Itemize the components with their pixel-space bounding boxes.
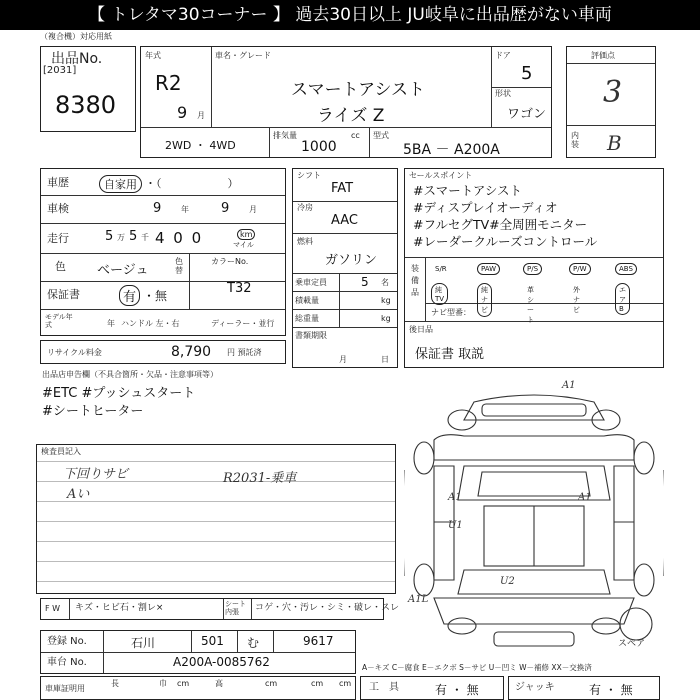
year-era: R2 [155, 71, 182, 95]
capacity-unit: 名 [381, 278, 389, 287]
inspector-note-3: R2031-乗車 [223, 471, 297, 486]
registration-num2: 9617 [303, 634, 334, 648]
history-value: 自家用 [99, 175, 142, 193]
type-value: 5BA － A200A [403, 142, 500, 158]
jack-label: ジャッキ [515, 682, 555, 693]
tools-value: 有 ・ 無 [435, 683, 479, 697]
declaration-label: 出品店申告欄（不具合箇所・欠品・注意事項等） [42, 370, 218, 379]
equipment-item: 純ナビ [477, 283, 492, 317]
inspection-year: 9 [153, 201, 162, 216]
lot-box [40, 46, 136, 132]
registration-label: 登録 No. [47, 636, 87, 647]
sales-label: セールスポイント [409, 171, 473, 180]
recycle-value: 8,790 [171, 344, 212, 360]
spare-label: スペア [618, 639, 646, 649]
cert-item-4: 高 [215, 679, 223, 688]
sales-point-item: #レーダークルーズコントロール [413, 234, 598, 249]
cert-item-5: cm [265, 679, 278, 688]
diagram-mark-1: A1 [562, 380, 576, 391]
registration-num1: 501 [201, 634, 224, 648]
shape-value: ワゴン [507, 107, 547, 122]
interior-label: 内装 [571, 131, 579, 149]
equipment-item: 革シート [527, 286, 534, 324]
cert-label: 車庫証明用 [45, 684, 85, 693]
tools-label: 工 具 [369, 682, 399, 693]
mileage-man: 5 [105, 229, 114, 244]
load-unit: kg [381, 296, 391, 305]
fw-items: キズ・ヒビ石・割レ× [75, 603, 164, 613]
inspector-note-1: 下回りサビ [63, 467, 129, 482]
defect-legend: A－キズ C－腐食 E－エクボ S－サビ U－凹ミ W－補修 XX－交換済 [362, 663, 592, 672]
model-year-handle: ハンドル 左・右 [121, 319, 180, 328]
chassis-value: A200A-0085762 [173, 655, 270, 669]
inspection-month-unit: 月 [249, 205, 257, 214]
lot-badge: [2031] [43, 65, 77, 76]
doc-deadline-label: 書類期限 [295, 331, 327, 340]
score-value: 3 [603, 75, 623, 110]
inspector-label: 検査員記入 [41, 447, 81, 456]
header-box [140, 46, 552, 158]
cert-item-7: cm [339, 679, 352, 688]
doors-value: 5 [521, 63, 533, 84]
warranty-rest: ・無 [143, 289, 168, 303]
type-label: 型式 [373, 131, 389, 140]
shift-label: シフト [297, 171, 321, 180]
color-label: 色 [55, 260, 66, 273]
lot-number: 8380 [55, 91, 117, 119]
equipment-item: 純TV [431, 283, 448, 305]
inspector-box [36, 444, 396, 594]
diagram-mark-6: A1L [408, 594, 429, 605]
fuel-value: ガソリン [325, 253, 378, 268]
equipment-item: PAW [477, 263, 500, 275]
color-code: T32 [227, 281, 252, 296]
mileage-unit-mile: マイル [233, 241, 254, 249]
declaration-line-1: #ETC #プッシュスタート [42, 386, 196, 401]
declaration-line-2: #シートヒーター [42, 404, 144, 419]
reg-box [40, 630, 356, 674]
lot-label: 出品No. [51, 51, 103, 67]
diagram-mark-4: U1 [448, 520, 463, 531]
seat-items: コゲ・穴・汚レ・シミ・破レ・スレ [255, 603, 400, 613]
jack-box [508, 676, 660, 700]
warranty-value: 有 [119, 285, 140, 306]
ac-label: 冷房 [297, 203, 313, 212]
sales-point-item: #フルセグTV#全周囲モニター [413, 217, 588, 232]
doors-label: ドア [495, 51, 511, 60]
model-label: 車名・グレード [215, 51, 271, 60]
displacement-label: 排気量 [273, 131, 297, 140]
gross-unit: kg [381, 314, 391, 323]
fw-label: F W [45, 604, 61, 613]
warranty-label: 保証書 [47, 288, 80, 301]
sales-box [404, 168, 664, 368]
color-value: ベージュ [97, 263, 149, 278]
recycle-unit: 円 預託済 [227, 348, 262, 357]
jack-value: 有 ・ 無 [589, 683, 633, 697]
equipment-item: P/W [569, 263, 591, 275]
capacity-label: 乗車定員 [295, 278, 327, 287]
fuel-label: 燃料 [297, 237, 313, 246]
year-month-unit: 月 [197, 111, 205, 120]
fw-row [40, 598, 400, 620]
load-label: 積載量 [295, 296, 319, 305]
shape-label: 形状 [495, 89, 511, 98]
diagram-mark-5: U2 [500, 576, 515, 587]
color-change-label: 色替 [175, 257, 183, 275]
after-label: 後日品 [409, 325, 433, 334]
cert-item-1: 長 [111, 679, 119, 688]
mileage-label: 走行 [47, 232, 69, 245]
registration-kana: む [247, 636, 260, 650]
equipment-item: ABS [615, 263, 637, 275]
model-grade: ライズ Z [317, 106, 385, 126]
model-year-unit: 年 [107, 319, 115, 328]
navi-label: ナビ型番： [431, 308, 471, 317]
sales-point-item: #スマートアシスト [413, 183, 522, 198]
multi-note: （複合機）対応用紙 [40, 32, 112, 41]
year-month: 9 [177, 103, 188, 122]
mileage-rest: 4 0 0 [155, 229, 204, 247]
seat-label: シート内張 [225, 600, 246, 616]
capacity-value: 5 [361, 275, 369, 289]
model-name: スマートアシスト [291, 80, 425, 100]
inspector-note-2: Aい [67, 487, 90, 502]
drive-text: 2WD ・ 4WD [165, 139, 236, 152]
displacement-unit: cc [351, 131, 360, 140]
spec-box [292, 168, 398, 368]
doc-deadline-unit: 月 [339, 355, 347, 364]
equipment-label: 装備品 [411, 264, 419, 297]
chassis-label: 車台 No. [47, 657, 87, 668]
recycle-label: リサイクル料金 [47, 348, 102, 357]
cert-item-2: 巾 [159, 679, 167, 688]
sales-point-item: #ディスプレイオーディオ [413, 200, 558, 215]
equipment-item: 外ナビ [573, 286, 580, 314]
history-rest: ・（ ） [145, 177, 239, 190]
registration-pref: 石川 [131, 636, 156, 650]
ac-value: AAC [331, 213, 358, 228]
diagram-mark-3: A1 [578, 492, 592, 503]
equipment-item: エアB [615, 283, 630, 315]
model-year-label: モデル年式 [45, 313, 73, 329]
equipment-item: S/R [435, 265, 447, 273]
mileage-man-unit: 万 [117, 233, 125, 242]
banner: 【 トレタマ30コーナー 】 過去30日以上 JU岐阜に出品歴がない車両 [0, 0, 700, 30]
score-label: 評価点 [591, 51, 615, 60]
inspection-month: 9 [221, 201, 230, 216]
displacement-value: 1000 [301, 139, 337, 155]
cert-box [40, 676, 356, 700]
model-year-dealer: ディーラー・並行 [211, 319, 275, 328]
info-left [40, 168, 286, 336]
cert-item-3: cm [177, 679, 190, 688]
score-box [566, 46, 656, 158]
recycle-box [40, 340, 286, 364]
gross-label: 総重量 [295, 314, 319, 323]
color-code-label: カラーNo. [211, 257, 249, 266]
mileage-unit-km: km [237, 229, 255, 240]
inspection-label: 車検 [47, 202, 69, 215]
after-value: 保証書 取説 [415, 347, 485, 362]
doc-deadline-unit2: 日 [381, 355, 389, 364]
year-label: 年式 [145, 51, 161, 60]
history-label: 車歴 [47, 176, 69, 189]
equipment-item: P/S [523, 263, 542, 275]
shift-value: FAT [331, 181, 354, 196]
interior-value: B [607, 131, 622, 155]
diagram-mark-2: A1 [448, 492, 462, 503]
mileage-sen-unit: 千 [141, 233, 149, 242]
cert-item-6: cm [311, 679, 324, 688]
mileage-sen: 5 [129, 229, 138, 244]
car-diagram [404, 380, 664, 660]
tools-box [360, 676, 504, 700]
inspection-year-unit: 年 [181, 205, 189, 214]
